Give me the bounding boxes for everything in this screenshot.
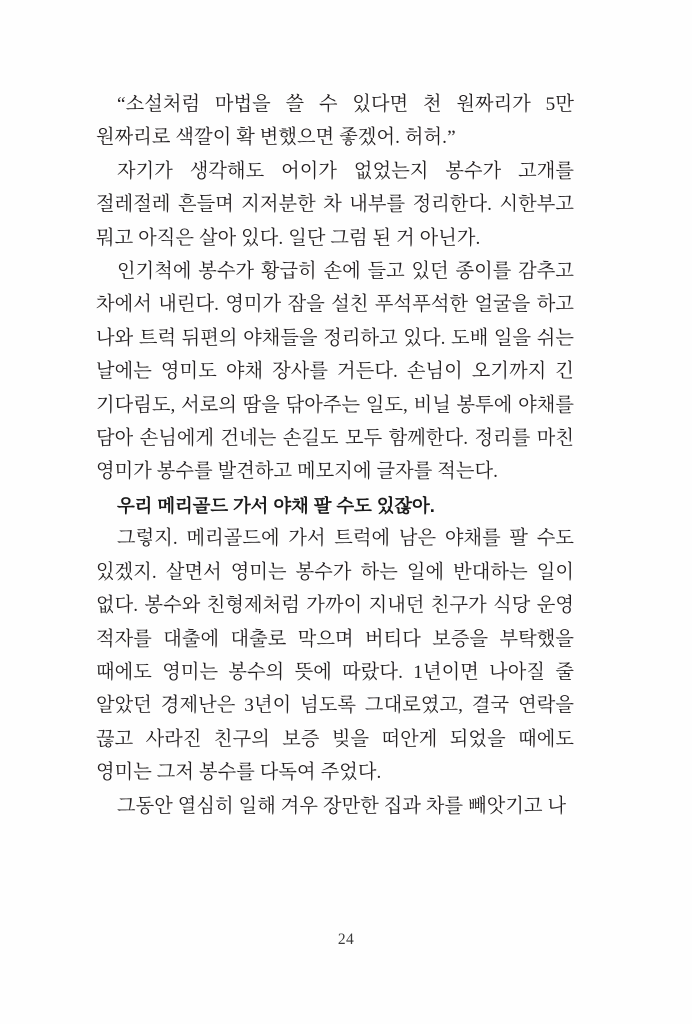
paragraph-dialogue-magic: “소설처럼 마법을 쓸 수 있다면 천 원짜리가 5만 원짜리로 색깔이 확 변했으면 좋겠어. 허허.”: [96, 94, 574, 149]
paragraph-marigold-debt: 그렇지. 메리골드에 가서 트럭에 남은 야채를 팔 수도 있겠지. 살면서 영미는 봉수가 하는 일에 반대하는 일이 없다. 봉수와 친형제처럼 가까이 지내던 친구가 식당 운영 적자를 대출에 대출로 막으며 버티다 보증을 부탁했을 때에도 영미는 봉수의 뜻에 따랐다. 1년이면 나아질 줄 알았던 경제난은 3년이 넘도록 그대로였고, 결국 연락을 끊고 사라진 친구의 보증 빚을 떠안게 되었을 때에도 영미는 그저 봉수를 다독여 주었다.: [96, 528, 574, 784]
page-text-block: [96, 88, 574, 823]
paragraph-house-car-taken: 그동안 열심히 일해 겨우 장만한 집과 차를 빼앗기고 나: [117, 795, 567, 817]
paragraph-yeongmi-vegetables: 인기척에 봉수가 황급히 손에 들고 있던 종이를 감추고 차에서 내린다. 영미가 잠을 설친 푸석푸석한 얼굴을 하고 나와 트럭 뒤편의 야채들을 정리하고 있다. 도배 일을 쉬는 날에는 영미도 야채 장사를 거든다. 손님이 오기까지 긴 기다림도, 서로의 땀을 닦아주는 일도, 비닐 봉투에 야채를 담아 손님에게 건네는 손길도 모두 함께한다. 정리를 마친 영미가 봉수를 발견하고 메모지에 글자를 적는다.: [96, 261, 574, 483]
page-number: 24: [337, 931, 355, 948]
paragraph-bongsu-shakes-head: 자기가 생각해도 어이가 없었는지 봉수가 고개를 절레절레 흔들며 지저분한 차 내부를 정리한다. 시한부고 뭐고 아직은 살아 있다. 일단 그럼 된 거 아닌가.: [96, 160, 574, 249]
paragraph-memo-note-bold: 우리 메리골드 가서 야채 팔 수도 있잖아.: [117, 494, 435, 516]
